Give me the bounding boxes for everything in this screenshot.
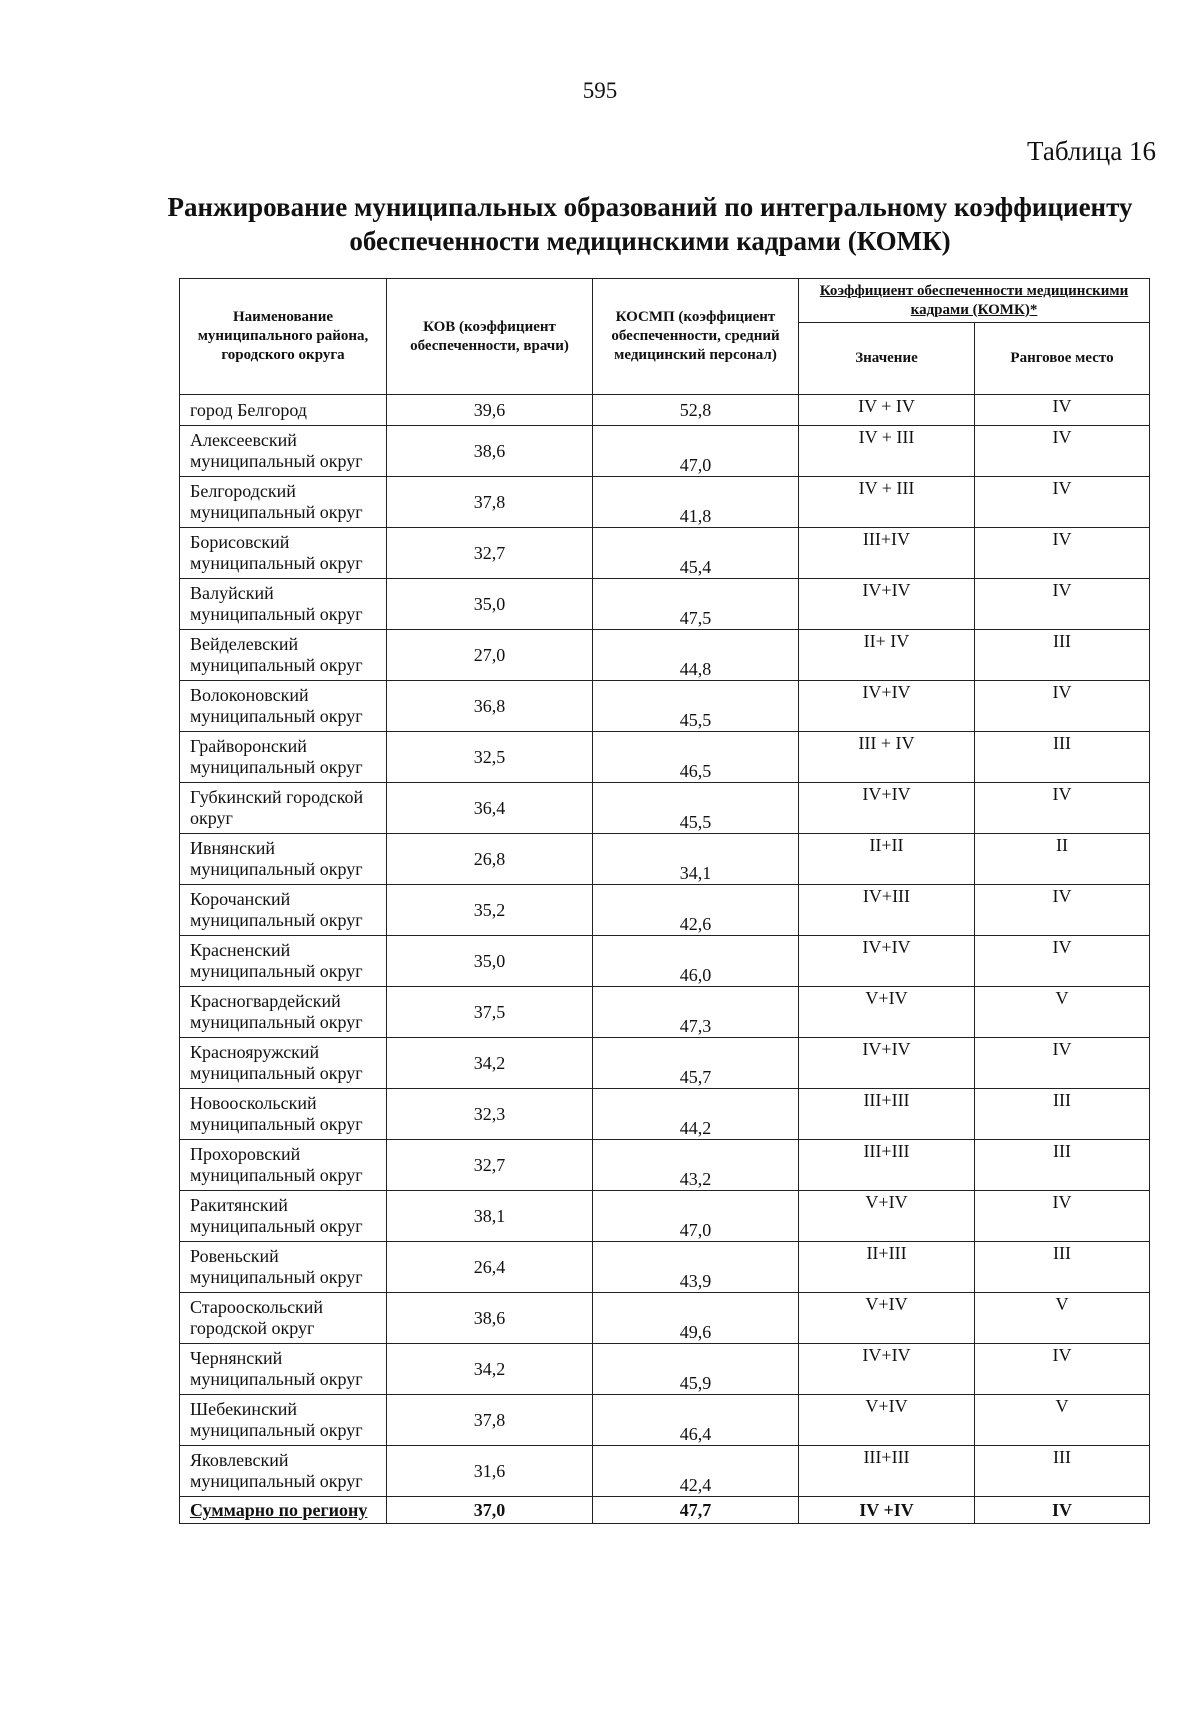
kov-value: 34,2 <box>387 1344 593 1395</box>
table-row <box>180 1140 1150 1191</box>
header-rank: Ранговое место <box>975 323 1150 395</box>
rank-place: IV <box>975 528 1150 579</box>
municipality-name: Яковлевский муниципальный округ <box>180 1446 387 1497</box>
kosmp-value: 45,5 <box>593 681 799 732</box>
kosmp-value: 45,7 <box>593 1038 799 1089</box>
kov-value: 36,4 <box>387 783 593 834</box>
kosmp-value: 34,1 <box>593 834 799 885</box>
kosmp-value: 43,9 <box>593 1242 799 1293</box>
municipality-name: Краснояружский муниципальный округ <box>180 1038 387 1089</box>
table-row <box>180 528 1150 579</box>
komk-value: III+III <box>799 1446 975 1497</box>
kov-value: 39,6 <box>387 395 593 426</box>
kosmp-value: 47,0 <box>593 1191 799 1242</box>
kov-value: 36,8 <box>387 681 593 732</box>
kosmp-value: 49,6 <box>593 1293 799 1344</box>
kov-value: 37,8 <box>387 477 593 528</box>
header-value: Значение <box>799 323 975 395</box>
kosmp-value: 46,4 <box>593 1395 799 1446</box>
kov-value: 26,8 <box>387 834 593 885</box>
rank-place: V <box>975 1293 1150 1344</box>
kosmp-value: 47,0 <box>593 426 799 477</box>
ranking-table <box>179 278 1150 1524</box>
rank-place: III <box>975 1242 1150 1293</box>
rank-place: III <box>975 1446 1150 1497</box>
title-line-2: обеспеченности медицинскими кадрами (КОМК) <box>349 226 951 256</box>
rank-place: III <box>975 732 1150 783</box>
kov-value: 32,7 <box>387 1140 593 1191</box>
kosmp-value: 42,6 <box>593 885 799 936</box>
kov-value: 32,3 <box>387 1089 593 1140</box>
municipality-name: Суммарно по региону <box>180 1497 387 1524</box>
rank-place: V <box>975 1395 1150 1446</box>
komk-value: V+IV <box>799 1395 975 1446</box>
table-row <box>180 1089 1150 1140</box>
rank-place: III <box>975 1089 1150 1140</box>
table-row <box>180 426 1150 477</box>
komk-value: IV+IV <box>799 681 975 732</box>
kov-value: 37,8 <box>387 1395 593 1446</box>
kosmp-value: 44,2 <box>593 1089 799 1140</box>
kosmp-value: 45,4 <box>593 528 799 579</box>
rank-place: III <box>975 630 1150 681</box>
kov-value: 35,2 <box>387 885 593 936</box>
komk-value: III+III <box>799 1089 975 1140</box>
page-number: 595 <box>582 78 618 103</box>
rank-place: IV <box>975 885 1150 936</box>
komk-value: IV+IV <box>799 783 975 834</box>
municipality-name: город Белгород <box>180 395 387 426</box>
municipality-name: Ивнянский муниципальный округ <box>180 834 387 885</box>
komk-value: V+IV <box>799 1191 975 1242</box>
rank-place: IV <box>975 477 1150 528</box>
table-row <box>180 579 1150 630</box>
rank-place: IV <box>975 681 1150 732</box>
kosmp-value: 46,0 <box>593 936 799 987</box>
komk-value: IV+III <box>799 885 975 936</box>
kosmp-value: 47,5 <box>593 579 799 630</box>
kov-value: 31,6 <box>387 1446 593 1497</box>
kov-value: 38,6 <box>387 426 593 477</box>
kov-value: 26,4 <box>387 1242 593 1293</box>
kosmp-value: 41,8 <box>593 477 799 528</box>
municipality-name: Шебекинский муниципальный округ <box>180 1395 387 1446</box>
kosmp-value: 45,9 <box>593 1344 799 1395</box>
rank-place: IV <box>975 1191 1150 1242</box>
rank-place: IV <box>975 1038 1150 1089</box>
table-row <box>180 1446 1150 1497</box>
rank-place: II <box>975 834 1150 885</box>
kosmp-value: 43,2 <box>593 1140 799 1191</box>
table-row <box>180 1038 1150 1089</box>
municipality-name: Алексеевский муниципальный округ <box>180 426 387 477</box>
municipality-name: Волоконовский муниципальный округ <box>180 681 387 732</box>
rank-place: IV <box>975 1497 1150 1524</box>
rank-place: IV <box>975 426 1150 477</box>
table-row <box>180 1242 1150 1293</box>
municipality-name: Новооскольский муниципальный округ <box>180 1089 387 1140</box>
kosmp-value: 46,5 <box>593 732 799 783</box>
rank-place: V <box>975 987 1150 1038</box>
komk-value: III + IV <box>799 732 975 783</box>
header-name: Наименование муниципального района, городского округа <box>180 279 387 395</box>
komk-value: III+IV <box>799 528 975 579</box>
municipality-name: Красногвардейский муниципальный округ <box>180 987 387 1038</box>
komk-value: II+II <box>799 834 975 885</box>
rank-place: IV <box>975 395 1150 426</box>
komk-value: II+ IV <box>799 630 975 681</box>
header-kov: КОВ (коэффициент обеспеченности, врачи) <box>387 279 593 395</box>
rank-place: IV <box>975 936 1150 987</box>
komk-value: V+IV <box>799 987 975 1038</box>
municipality-name: Вейделевский муниципальный округ <box>180 630 387 681</box>
table-row <box>180 987 1150 1038</box>
kov-value: 38,1 <box>387 1191 593 1242</box>
municipality-name: Старооскольский городской округ <box>180 1293 387 1344</box>
rank-place: IV <box>975 579 1150 630</box>
municipality-name: Ровеньский муниципальный округ <box>180 1242 387 1293</box>
table-row <box>180 732 1150 783</box>
table-body <box>180 395 1150 1524</box>
komk-value: IV + IV <box>799 395 975 426</box>
table-row <box>180 783 1150 834</box>
table-row <box>180 630 1150 681</box>
table-row <box>180 885 1150 936</box>
table-row <box>180 1395 1150 1446</box>
table-title <box>150 190 1150 258</box>
kov-value: 32,7 <box>387 528 593 579</box>
kov-value: 35,0 <box>387 579 593 630</box>
kosmp-value: 47,3 <box>593 987 799 1038</box>
komk-value: IV+IV <box>799 1344 975 1395</box>
table-row <box>180 681 1150 732</box>
kosmp-value: 42,4 <box>593 1446 799 1497</box>
table-row <box>180 834 1150 885</box>
header-komk-group <box>799 279 1150 323</box>
total-row <box>180 1497 1150 1524</box>
komk-value: IV + III <box>799 477 975 528</box>
rank-place: IV <box>975 783 1150 834</box>
komk-value: IV +IV <box>799 1497 975 1524</box>
municipality-name: Прохоровский муниципальный округ <box>180 1140 387 1191</box>
table-row <box>180 395 1150 426</box>
municipality-name: Чернянский муниципальный округ <box>180 1344 387 1395</box>
kov-value: 34,2 <box>387 1038 593 1089</box>
kov-value: 27,0 <box>387 630 593 681</box>
municipality-name: Ракитянский муниципальный округ <box>180 1191 387 1242</box>
kov-value: 37,5 <box>387 987 593 1038</box>
municipality-name: Белгородский муниципальный округ <box>180 477 387 528</box>
kov-value: 32,5 <box>387 732 593 783</box>
table-row <box>180 1191 1150 1242</box>
municipality-name: Борисовский муниципальный округ <box>180 528 387 579</box>
kosmp-value: 47,7 <box>593 1497 799 1524</box>
header-komk-group-label: Коэффициент обеспеченности медицинскими кадрами (КОМК)* <box>819 282 1129 318</box>
header-kosmp: КОСМП (коэффициент обеспеченности, средний медицинский персонал) <box>593 279 799 395</box>
rank-place: III <box>975 1140 1150 1191</box>
table-row <box>180 477 1150 528</box>
kov-value: 37,0 <box>387 1497 593 1524</box>
kov-value: 35,0 <box>387 936 593 987</box>
municipality-name: Грайворонский муниципальный округ <box>180 732 387 783</box>
komk-value: II+III <box>799 1242 975 1293</box>
title-line-1: Ранжирование муниципальных образований по интегральному коэффициенту <box>167 192 1133 222</box>
municipality-name: Валуйский муниципальный округ <box>180 579 387 630</box>
table-row <box>180 1293 1150 1344</box>
kosmp-value: 44,8 <box>593 630 799 681</box>
municipality-name: Губкинский городской округ <box>180 783 387 834</box>
komk-value: III+III <box>799 1140 975 1191</box>
table-row <box>180 1344 1150 1395</box>
table-row <box>180 936 1150 987</box>
komk-value: IV+IV <box>799 936 975 987</box>
table-label: Таблица 16 <box>1027 136 1156 166</box>
kosmp-value: 45,5 <box>593 783 799 834</box>
komk-value: V+IV <box>799 1293 975 1344</box>
komk-value: IV+IV <box>799 579 975 630</box>
municipality-name: Красненский муниципальный округ <box>180 936 387 987</box>
municipality-name: Корочанский муниципальный округ <box>180 885 387 936</box>
kosmp-value: 52,8 <box>593 395 799 426</box>
komk-value: IV+IV <box>799 1038 975 1089</box>
rank-place: IV <box>975 1344 1150 1395</box>
komk-value: IV + III <box>799 426 975 477</box>
kov-value: 38,6 <box>387 1293 593 1344</box>
